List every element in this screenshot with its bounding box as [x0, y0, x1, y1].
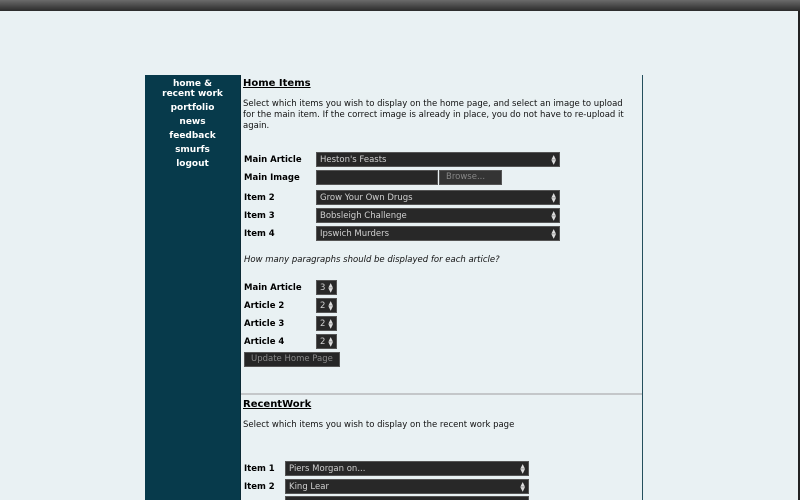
main-article-select[interactable] [316, 152, 560, 167]
para-main-label: Main Article [244, 282, 302, 293]
item4-label: Item 4 [244, 228, 275, 239]
main-image-label: Main Image [244, 172, 300, 183]
browse-button[interactable]: Browse... [439, 170, 502, 185]
sidebar-nav [145, 75, 240, 173]
para-a4-row [244, 334, 337, 349]
main-article-label: Main Article [244, 154, 302, 165]
select-arrows-icon: ▲ ▼ [328, 336, 333, 348]
nav-smurfs-link[interactable]: smurfs [175, 145, 210, 155]
recent-item2-label: Item 2 [244, 481, 275, 492]
main-image-file-input[interactable] [316, 170, 438, 185]
select-arrows-icon: ▲ ▼ [328, 282, 333, 294]
recent-item1-value: Piers Morgan on... [289, 464, 366, 474]
item4-value: Ipswich Murders [320, 229, 390, 239]
select-arrows-icon: ▲ ▼ [328, 318, 333, 330]
select-arrows-icon: ▲ ▼ [520, 463, 525, 475]
main-article-value: Heston's Feasts [320, 155, 387, 165]
recent-item1-select[interactable] [285, 461, 529, 476]
select-arrows-icon: ▲ ▼ [551, 192, 556, 204]
nav-home-label: home & [172, 79, 213, 89]
item3-select[interactable] [316, 208, 560, 223]
home-items-heading: Home Items [243, 78, 311, 89]
recent-item1-label: Item 1 [244, 463, 275, 474]
item3-label: Item 3 [244, 210, 275, 221]
item3-row [244, 208, 560, 223]
para-main-row [244, 280, 337, 295]
para-main-select[interactable] [316, 280, 337, 295]
para-a4-select[interactable] [316, 334, 337, 349]
item2-row [244, 190, 560, 205]
para-a2-select[interactable] [316, 298, 337, 313]
para-main-value: 3 [320, 283, 326, 293]
select-arrows-icon: ▲ ▼ [520, 481, 525, 493]
recent-item3-select-partial[interactable] [285, 496, 529, 500]
para-a3-value: 2 [320, 319, 326, 329]
nav-feedback-link[interactable]: feedback [169, 131, 216, 141]
recent-work-heading: RecentWork [243, 399, 312, 410]
select-arrows-icon: ▲ ▼ [328, 300, 333, 312]
recent-item2-row [244, 479, 529, 494]
select-arrows-icon: ▲ ▼ [551, 228, 556, 240]
nav-news-link[interactable]: news [179, 117, 206, 127]
update-home-page-button[interactable]: Update Home Page [244, 352, 340, 367]
nav-logout-link[interactable]: logout [176, 159, 209, 169]
select-arrows-icon: ▲ ▼ [551, 210, 556, 222]
home-items-description: Select which items you wish to display on the home page, and select an image to upload for the main item. If the correct image is already in place, you do not have to re-upload it again. [243, 99, 624, 131]
main-article-row [244, 152, 560, 167]
recent-item2-select[interactable] [285, 479, 529, 494]
nav-recent-work-label: recent work [162, 89, 223, 99]
item2-value: Grow Your Own Drugs [320, 193, 413, 203]
item4-select[interactable] [316, 226, 560, 241]
para-a2-label: Article 2 [244, 300, 285, 311]
para-a4-label: Article 4 [244, 336, 285, 347]
nav-home-link[interactable] [145, 79, 240, 103]
sidebar [145, 75, 241, 500]
para-a3-row [244, 316, 337, 331]
select-arrows-icon: ▲ ▼ [551, 154, 556, 166]
main-image-row [244, 170, 502, 185]
section-divider [241, 393, 642, 395]
nav-portfolio-link[interactable]: portfolio [170, 103, 215, 113]
recent-item1-row [244, 461, 529, 476]
item3-value: Bobsleigh Challenge [320, 211, 407, 221]
recent-item2-value: King Lear [289, 482, 329, 492]
paragraph-question: How many paragraphs should be displayed for each article? [244, 255, 500, 265]
admin-panel [145, 75, 645, 500]
para-a3-label: Article 3 [244, 318, 285, 329]
para-a2-value: 2 [320, 301, 326, 311]
item4-row [244, 226, 560, 241]
recent-work-description: Select which items you wish to display on the recent work page [243, 420, 515, 430]
browser-top-bar [0, 0, 800, 11]
para-a3-select[interactable] [316, 316, 337, 331]
item2-label: Item 2 [244, 192, 275, 203]
para-a2-row [244, 298, 337, 313]
item2-select[interactable] [316, 190, 560, 205]
para-a4-value: 2 [320, 337, 326, 347]
main-content [241, 75, 643, 500]
